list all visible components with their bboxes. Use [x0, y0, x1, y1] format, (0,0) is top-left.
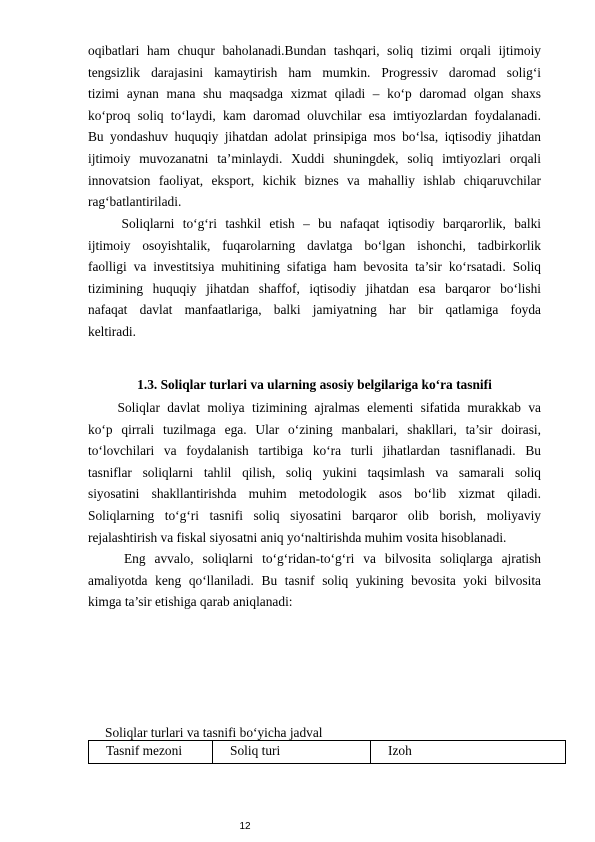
table-header-cell: Tasnif mezoni: [89, 741, 213, 764]
text-line: Soliqlarni to‘g‘ri tashkil etish – bu nafaqat iqtisodiy barqarorlik, balki: [88, 216, 541, 231]
text-line: tengsizlik darajasini kamaytirish ham mumkin. Progressiv daromad solig‘i: [88, 64, 541, 80]
text-line: faolligi va investitsiya muhitining sifatiga ham bevosita ta’sir ko‘rsatadi. Soliq: [88, 259, 541, 275]
text-line: keltiradi.: [88, 323, 136, 339]
text-line: Soliqlarning to‘g‘ri tasnifi soliq siyosatini barqaror olib borish, moliyaviy: [88, 507, 541, 523]
text-line: innovatsion faoliyat, eksport, kichik biznes va mahalliy ishlab chiqaruvchilar: [88, 172, 541, 188]
text-line: siyosatini shakllantirishda muhim metodologik asos bo‘lib xizmat qiladi.: [88, 486, 541, 502]
text-line: ijtimoiy muvozanatni ta’minlaydi. Xuddi shuningdek, soliq imtiyozlari orqali: [88, 150, 541, 166]
text-line: oqibatlari ham chuqur baholanadi.Bundan tashqari, soliq tizimi orqali ijtimoiy: [88, 43, 541, 58]
text-line: Soliqlar davlat moliya tizimining ajralmas elementi sifatida murakkab va: [88, 400, 541, 415]
text-line: tasniflar soliqlarni tahlil qilish, soliq yukini taqsimlash va samarali soliq: [88, 464, 541, 480]
table-caption: Soliqlar turlari va tasnifi bo‘yicha jadval: [105, 725, 323, 740]
page-number: 12: [239, 821, 251, 832]
paragraph-3: [88, 397, 541, 548]
text-line: nafaqat davlat manfaatlariga, balki jamiyatning har bir qatlamiga foyda: [88, 302, 541, 318]
text-line: rag‘batlantiriladi.: [88, 194, 182, 210]
table-header-cell: Soliq turi: [213, 741, 371, 764]
text-line: Eng avvalo, soliqlarni to‘g‘ridan-to‘g‘ri va bilvosita soliqlarga ajratish: [88, 551, 541, 566]
table-header-cell: Izoh: [371, 741, 566, 764]
text-line: ko‘proq soliq to‘laydi, kam daromad oluvchilar esa imtiyozlardan foydalanadi.: [88, 107, 541, 123]
text-line: rejalashtirish va fiskal siyosatni aniq yo‘naltirishda muhim vosita hisoblanadi.: [88, 529, 507, 545]
text-line: ijtimoiy osoyishtalik, fuqarolarning davlatga bo‘lgan ishonchi, tadbirkorlik: [88, 237, 541, 253]
text-line: tizimining huquqiy jihatdan shaffof, iqtisodiy jihatdan esa barqaror bo‘lishi: [88, 280, 541, 296]
text-line: kimga ta’sir etishiga qarab aniqlanadi:: [88, 594, 293, 610]
text-line: to‘lovchilari va foydalanish tartibiga ko‘ra turli jihatlardan tasniflanadi. Bu: [88, 443, 541, 459]
paragraph-1: [88, 40, 541, 213]
text-line: tizimi aynan mana shu maqsadga xizmat qiladi – ko‘p daromad olgan shaxs: [88, 86, 541, 102]
paragraph-4: [88, 548, 541, 613]
table-header-row: [89, 741, 566, 764]
text-line: amaliyotda keng qo‘llaniladi. Bu tasnif soliq yukining bevosita yoki bilvosita: [88, 572, 541, 588]
paragraph-2: [88, 213, 541, 343]
text-line: Bu yondashuv huquqiy jihatdan adolat prinsipiga mos bo‘lsa, iqtisodiy jihatdan: [88, 129, 541, 145]
text-line: ko‘p qirrali tuzilmaga ega. Ular o‘zining manbalari, shakllari, ta’sir doirasi,: [88, 421, 541, 437]
classification-table: [88, 740, 566, 764]
section-heading: 1.3. Soliqlar turlari va ularning asosiy belgilariga ko‘ra tasnifi: [137, 377, 492, 392]
